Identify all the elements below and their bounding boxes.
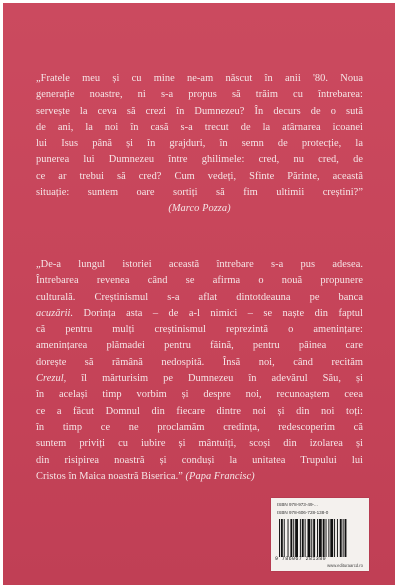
quote2-line: amenințarea plămadei pentru făină, pentru pâinea care — [36, 340, 363, 352]
quote2-line: dorește să rămână nedospită. Însă noi, când recităm — [36, 356, 363, 368]
barcode-digits: 9 786067 281380 — [275, 556, 327, 562]
barcode-bar — [308, 519, 311, 557]
barcode-bar — [334, 519, 335, 557]
back-cover — [3, 3, 395, 585]
quote1-line: de ani, la noi în casă s-a trecut de la atârnarea icoanei — [36, 121, 363, 133]
barcode-bar — [302, 519, 304, 557]
barcode-bar — [311, 519, 312, 557]
quote2-line — [3, 306, 363, 322]
quote2-line: „De-a lungul istoriei această întrebare s-a pus adesea. — [36, 259, 363, 270]
quote1-line: lui Isus până și în grajduri, în semn de protecție, la — [36, 138, 363, 150]
quote2-line: Întrebarea revenea când se afirma o nouă propunere — [36, 275, 363, 287]
barcode-bar — [313, 519, 315, 557]
barcode-bar — [284, 519, 285, 557]
barcode-bar — [343, 519, 344, 557]
quote2-line — [3, 371, 363, 387]
barcode-bar — [293, 519, 294, 557]
quote1-line: ce ar trebui să cred? Cum vedeți, Sfinte Părinte, această — [36, 170, 363, 182]
barcode-bar — [288, 519, 289, 557]
barcode-label — [271, 498, 369, 571]
publisher-website: www.edituraarcd.ro — [327, 563, 363, 568]
quote2-line: din risipirea noastră și conduși la unitatea Trupului lui — [36, 454, 363, 466]
barcode-header: ISBN 978-973-49-... — [277, 502, 318, 507]
isbn-text: ISBN 978-606-728-138-0 — [277, 510, 329, 515]
quote1-line: situație: suntem oare sortiți să fim ultimii creștini?” — [36, 187, 363, 199]
quote1-line: „Fratele meu și cu mine ne-am născut în anii '80. Noua — [36, 73, 363, 84]
quote1-line: servește la ceva să crezi în Dumnezeu? În decurs de o sută — [36, 105, 363, 117]
barcode-bar — [290, 519, 292, 557]
barcode-icon — [279, 519, 363, 557]
quote-marco-pozza — [3, 71, 395, 218]
quote2-line-text: Cristos în Maica noastră Biserica.” — [36, 470, 183, 482]
quote2-line-rest: îl mărturisim pe Dumnezeu în adevărul Său, și — [81, 373, 363, 385]
quote2-line: ce a făcut Domnul din fiecare dintre noi și din noi toți: — [36, 405, 363, 417]
quote2-line: suntem priviți cu iubire și mântuiți, scoși din izolarea și — [36, 438, 363, 450]
quote2-line-rest: Dorința asta – de a-l nimici – se naște din faptul — [83, 307, 363, 319]
barcode-bar — [300, 519, 301, 557]
quote1-line: generație noastre, ni s-a propus să trăim cu întrebarea: — [36, 89, 363, 101]
barcode-bar — [330, 519, 333, 557]
barcode-bar — [328, 519, 329, 557]
barcode-bar — [295, 519, 298, 557]
quote2-author: (Papa Francisc) — [185, 470, 255, 482]
barcode-bar — [340, 519, 342, 557]
barcode-bar — [326, 519, 327, 557]
barcode-bar — [319, 519, 322, 557]
quote2-italic-word: acuzării. — [36, 307, 74, 319]
quote2-line: culturală. Creștinismul s-a aflat dintotdeauna pe banca — [36, 291, 363, 303]
barcode-bar — [279, 519, 280, 557]
quote2-italic-word: Crezul, — [36, 373, 67, 385]
barcode-bar — [323, 519, 325, 557]
quote1-author: (Marco Pozza) — [168, 203, 231, 215]
barcode-bar — [281, 519, 283, 557]
barcode-bar — [337, 519, 338, 557]
quote-papa-francisc — [3, 257, 395, 485]
quote1-line: punerea lui Dumnezeu între ghilimele: cred, nu cred, de — [36, 154, 363, 166]
quote2-line-last — [3, 469, 363, 485]
quote2-line: în același timp vorbim și despre noi, recunoaștem ceea — [36, 389, 363, 401]
barcode-bar — [317, 519, 318, 557]
quote2-line: că pentru mulți creștinismul reprezintă o amenințare: — [36, 324, 363, 336]
barcode-bar — [305, 519, 306, 557]
quote2-line: în timp ce ne proclamăm credința, redescoperim că — [36, 421, 363, 433]
barcode-bar — [345, 519, 347, 557]
